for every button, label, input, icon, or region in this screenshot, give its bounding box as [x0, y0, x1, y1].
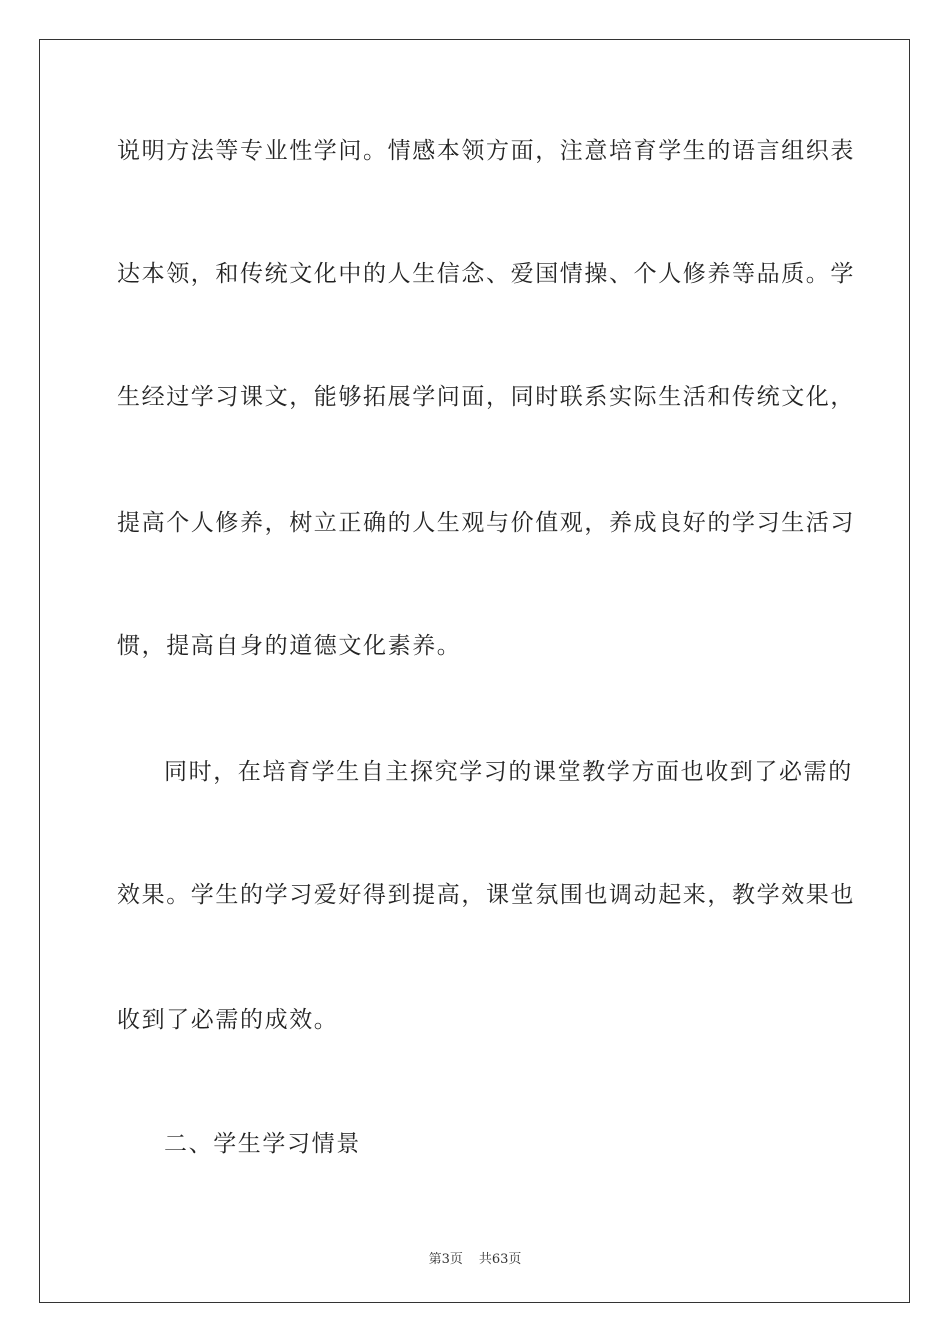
section-heading: 二、学生学习情景 — [164, 1131, 361, 1157]
text-line: 达本领，和传统文化中的人生信念、爱国情操、个人修养等品质。学 — [117, 261, 855, 287]
paragraph-first-line: 同时，在培育学生自主探究学习的课堂教学方面也收到了必需的 — [164, 759, 853, 785]
page-border — [39, 39, 910, 1303]
page-number: 第3页 — [428, 1252, 463, 1267]
text-line: 效果。学生的学习爱好得到提高，课堂氛围也调动起来，教学效果也 — [117, 882, 855, 908]
text-line: 说明方法等专业性学问。情感本领方面，注意培育学生的语言组织表 — [117, 138, 855, 164]
page-footer — [0, 1248, 950, 1267]
text-line: 惯，提高自身的道德文化素养。 — [117, 633, 462, 659]
total-pages: 共63页 — [478, 1252, 522, 1267]
text-line: 提高个人修养，树立正确的人生观与价值观，养成良好的学习生活习 — [117, 510, 855, 536]
text-line: 收到了必需的成效。 — [117, 1007, 339, 1033]
text-line: 生经过学习课文，能够拓展学问面，同时联系实际生活和传统文化， — [117, 384, 855, 410]
